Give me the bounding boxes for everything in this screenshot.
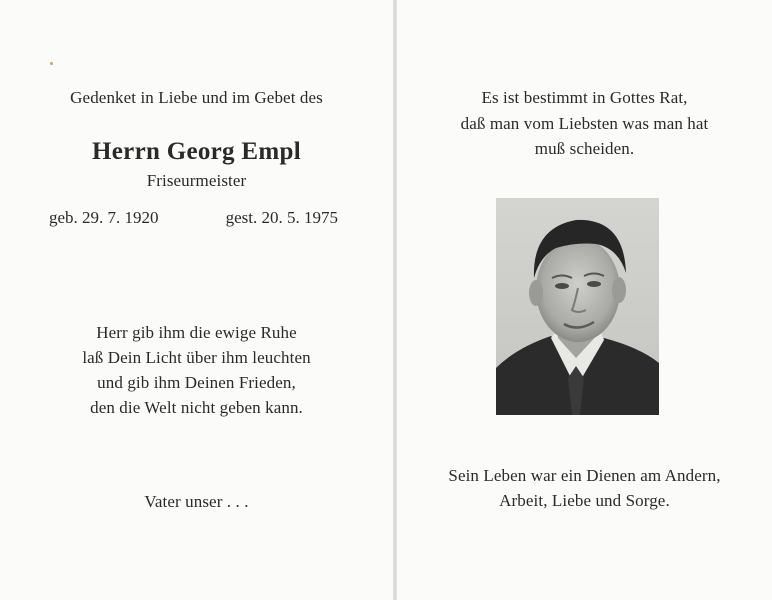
paper-speck bbox=[50, 62, 53, 65]
occupation-text: Friseurmeister bbox=[146, 171, 247, 190]
closing-prayer: Vater unser . . . bbox=[144, 492, 249, 511]
epitaph-line-1: Sein Leben war ein Dienen am Andern, bbox=[448, 466, 721, 485]
verse-line-2: daß man vom Liebsten was man hat bbox=[460, 114, 709, 133]
death-date: gest. 20. 5. 1975 bbox=[225, 208, 338, 227]
verse-line-1: Es ist bestimmt in Gottes Rat, bbox=[481, 88, 688, 107]
epitaph-line-2: Arbeit, Liebe und Sorge. bbox=[499, 491, 670, 510]
prayer-line-4: den die Welt nicht geben kann. bbox=[90, 398, 303, 417]
birth-date: geb. 29. 7. 1920 bbox=[49, 208, 159, 227]
deceased-name: Herrn Georg Empl bbox=[92, 138, 301, 165]
life-dates bbox=[49, 208, 338, 228]
portrait-image bbox=[496, 198, 659, 415]
right-card-panel bbox=[397, 0, 772, 600]
prayer-line-3: und gib ihm Deinen Frieden, bbox=[97, 373, 296, 392]
verse-line-3: muß scheiden. bbox=[534, 139, 635, 158]
prayer-line-2: laß Dein Licht über ihm leuchten bbox=[82, 348, 311, 367]
prayer-line-1: Herr gib ihm die ewige Ruhe bbox=[96, 323, 297, 342]
intro-text: Gedenket in Liebe und im Gebet des bbox=[70, 88, 323, 107]
portrait-photo bbox=[496, 198, 659, 415]
